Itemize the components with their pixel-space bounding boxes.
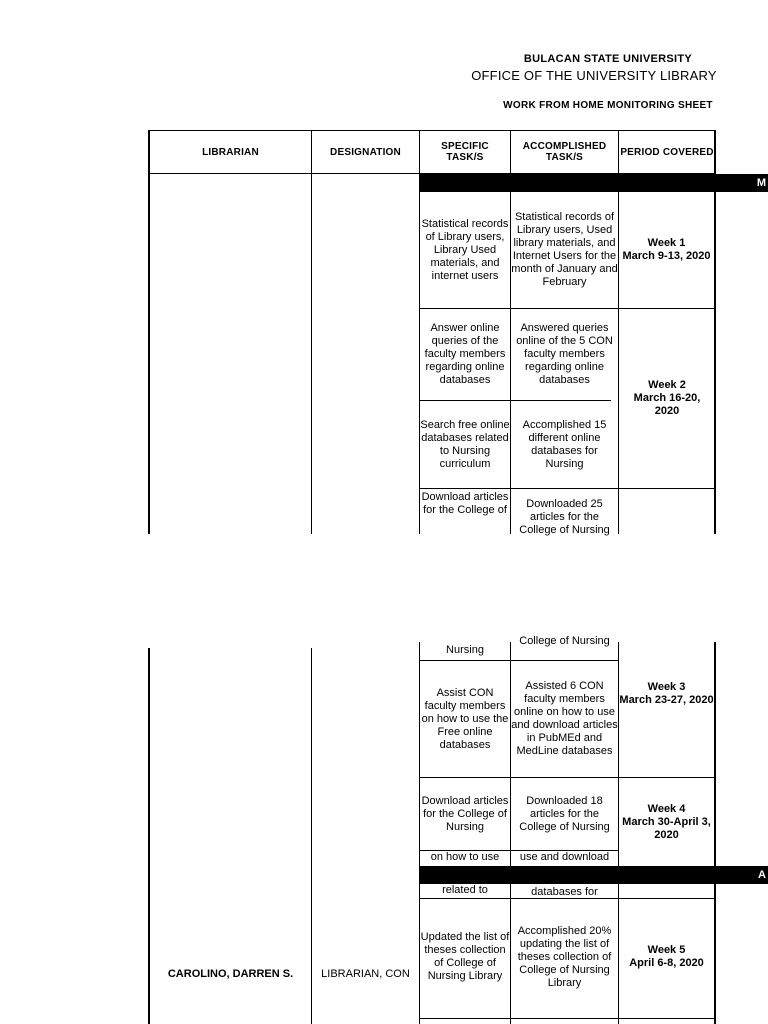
month-band: M xyxy=(419,174,768,192)
table-border xyxy=(148,130,150,534)
period-cell xyxy=(619,778,714,866)
sheet-title: WORK FROM HOME MONITORING SHEET xyxy=(503,100,713,111)
column-header-accomplished-tasks: ACCOMPLISHED TASK/S xyxy=(522,141,607,163)
week-label: Week 1 xyxy=(647,237,686,249)
week-dates: March 30-April 3, 2020 xyxy=(622,815,711,841)
row-border xyxy=(419,1018,716,1019)
accomplished-cell-partial: College of Nursing xyxy=(519,635,610,647)
sheet-page-2 xyxy=(0,635,768,1024)
week-label: Week 5 xyxy=(647,944,686,956)
period-cell xyxy=(619,648,714,740)
week-label: Week 2 xyxy=(648,379,686,391)
task-cell-partial: Download articles for the College of xyxy=(421,491,509,516)
task-cell-partial: Nursing xyxy=(446,644,484,656)
row-border xyxy=(419,488,716,489)
accomplished-cell-partial: different online databases for xyxy=(528,875,601,898)
accomplished-cell-partial: use and download xyxy=(519,851,610,863)
task-cell: Download articles for the College of Nursing xyxy=(421,794,509,833)
accomplished-cell: Downloaded 18 articles for the College of Nursing xyxy=(519,794,610,833)
week-dates: March 23-27, 2020 xyxy=(619,694,714,706)
week-dates: April 6-8, 2020 xyxy=(629,957,704,969)
accomplished-cell: Answered queries online of the 5 CON faculty members regarding online databases xyxy=(516,322,613,386)
table-border xyxy=(714,642,716,1024)
accomplished-cell: Statistical records of Library users, Used library materials, and Internet Users for the month of January and February xyxy=(511,211,618,288)
task-cell: Statistical records of Library users, Library Used materials, and internet users xyxy=(421,217,509,282)
column-header-period-covered: PERIOD COVERED xyxy=(620,146,714,158)
accomplished-cell: Accomplished 15 different online databases for Nursing xyxy=(522,418,607,470)
month-band: A xyxy=(419,866,768,884)
accomplished-cell-partial: Downloaded 25 articles for the College of Nursing xyxy=(519,498,610,536)
period-cell xyxy=(619,899,714,1015)
librarian-designation: LIBRARIAN, CON xyxy=(321,967,410,980)
week-dates: March 9-13, 2020 xyxy=(622,250,711,262)
column-header-designation: DESIGNATION xyxy=(330,146,401,158)
week-label: Week 4 xyxy=(647,802,686,815)
task-cell: Updated the list of theses collection of College of Nursing Library xyxy=(420,931,510,982)
period-cell xyxy=(619,192,714,308)
office-name: OFFICE OF THE UNIVERSITY LIBRARY xyxy=(471,68,717,83)
task-cell-partial: related to xyxy=(442,884,488,896)
table-border xyxy=(311,130,312,534)
column-header-librarian: LIBRARIAN xyxy=(202,146,259,158)
task-cell: Search free online databases related to Nursing curriculum xyxy=(420,418,510,470)
task-cell-partial: on how to use xyxy=(430,851,500,863)
accomplished-cell: Assisted 6 CON faculty members online on how to use and download articles in PubMEd and MedLine databases xyxy=(511,680,618,757)
column-header-specific-tasks: SPECIFIC TASK/S xyxy=(441,141,489,163)
task-cell: Assist CON faculty members on how to use the Free online databases xyxy=(421,686,509,751)
librarian-name: CAROLINO, DARREN S. xyxy=(167,967,294,980)
week-label: Week 3 xyxy=(647,681,686,693)
week-dates: March 16-20, 2020 xyxy=(633,392,701,417)
university-name: BULACAN STATE UNIVERSITY xyxy=(523,53,693,65)
accomplished-cell: Accomplished 20% updating the list of theses collection of College of Nursing Library xyxy=(517,924,612,989)
period-cell xyxy=(624,309,710,488)
task-cell: Answer online queries of the faculty members regarding online databases xyxy=(424,322,506,386)
